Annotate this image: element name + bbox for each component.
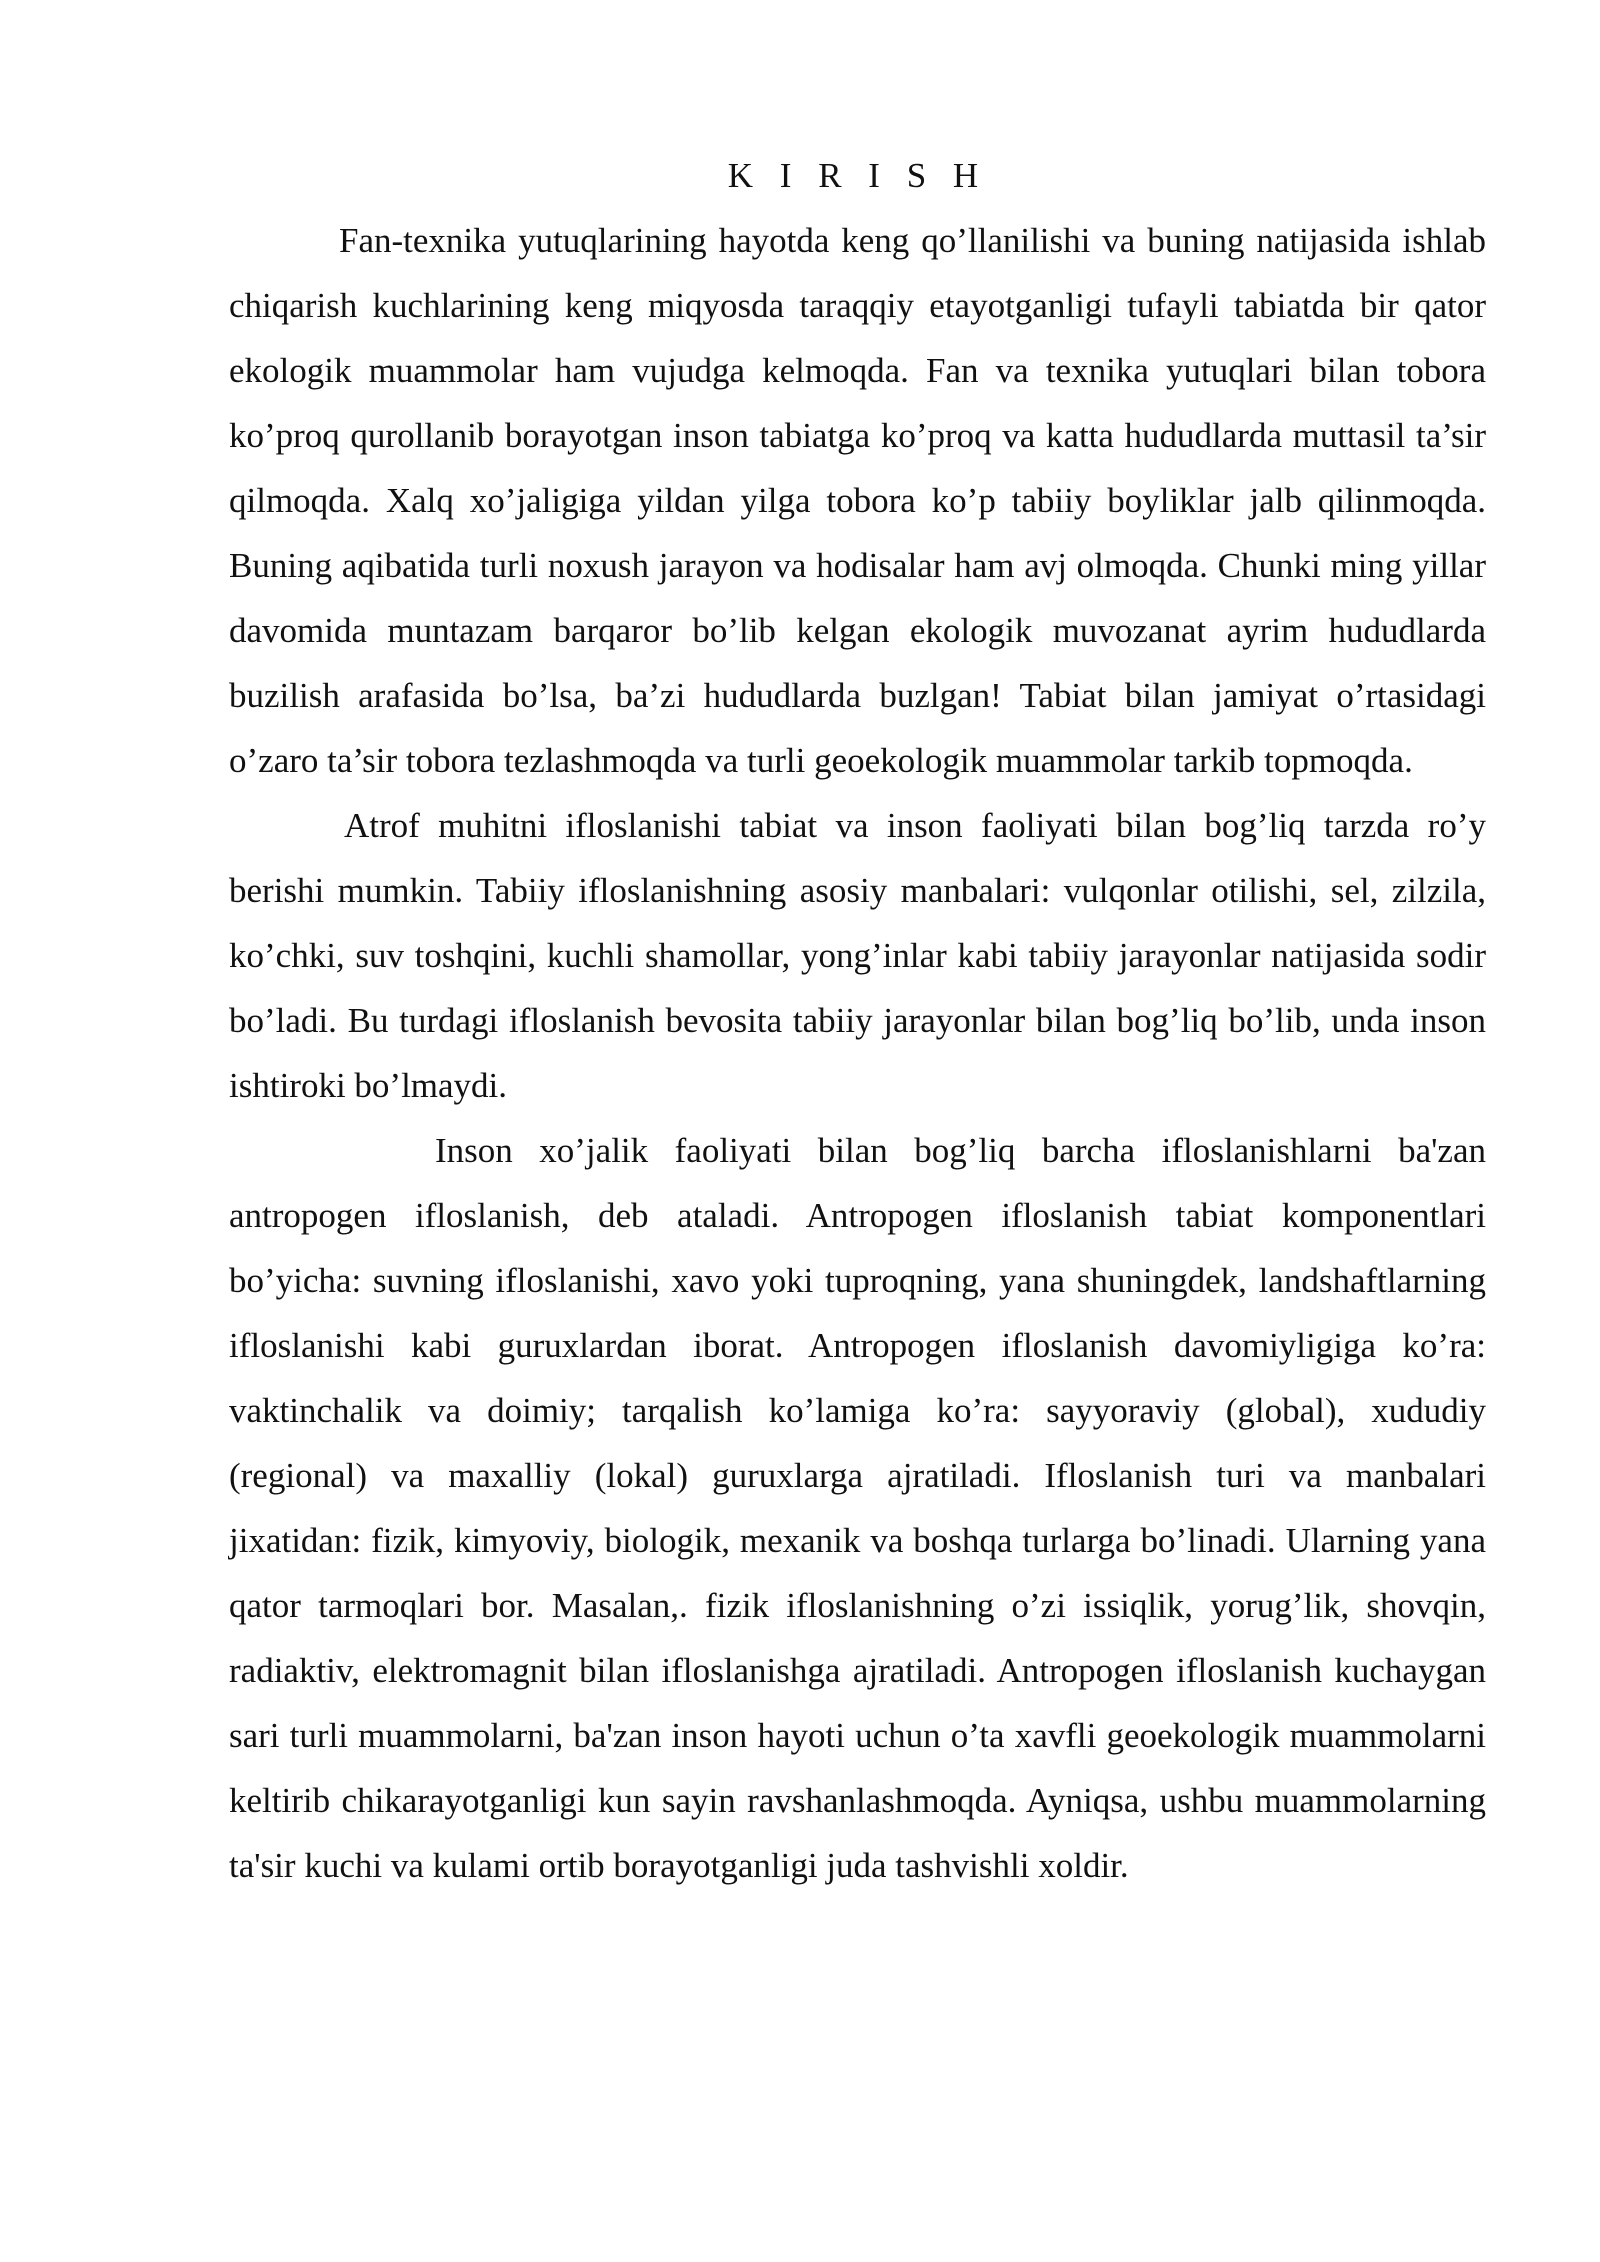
paragraph-anthropogenic-pollution: Inson xo’jalik faoliyati bilan bog’liq barcha ifloslanishlarni ba'zan antropogen ifloslanish, deb ataladi. Antropogen ifloslanish tabiat komponentlari bo’yicha: suvning ifloslanishi, xavo yoki tuproqning, yana shuningdek, landshaftlarning ifloslanishi kabi guruxlardan iborat. Antropogen ifloslanish davomiyligiga ko’ra: vaktinchalik va doimiy; tarqalish ko’lamiga ko’ra: sayyoraviy (global), xududiy (regional) va maxalliy (lokal) guruxlarga ajratiladi. Ifloslanish turi va manbalari jixatidan: fizik, kimyoviy, biologik, mexanik va boshqa turlarga bo’linadi. Ularning yana qator tarmoqlari bor. Masalan,. fizik ifloslanishning o’zi issiqlik, yorug’lik, shovqin, radiaktiv, elektromagnit bilan ifloslanishga ajratiladi. Antropogen ifloslanish kuchaygan sari turli muammolarni, ba'zan inson hayoti uchun o’ta xavfli geoekologik muammolarni keltirib chikarayotganligi kun sayin ravshanlashmoqda. Ayniqsa, ushbu muammolarning ta'sir kuchi va kulami ortib borayotganligi juda tashvishli xoldir. — [229, 1131, 1486, 1885]
paragraph-intro: Fan-texnika yutuqlarining hayotda keng qo’llanilishi va buning natijasida ishlab chiqarish kuchlarining keng miqyosda taraqqiy etayotganligi tufayli tabiatda bir qator ekologik muammolar ham vujudga kelmoqda. Fan va texnika yutuqlari bilan tobora ko’proq qurollanib borayotgan inson tabiatga ko’proq va katta hududlarda muttasil ta’sir qilmoqda. Xalq xo’jaligiga yildan yilga tobora ko’p tabiiy boyliklar jalb qilinmoqda. Buning aqibatida turli noxush jarayon va hodisalar ham avj olmoqda. Chunki ming yillar davomida muntazam barqaror bo’lib kelgan ekologik muvozanat ayrim hududlarda buzilish arafasida bo’lsa, ba’zi hududlarda buzlgan! Tabiat bilan jamiyat o’rtasidagi o’zaro ta’sir tobora tezlashmoqda va turli geoekologik muammolar tarkib topmoqda. — [229, 221, 1486, 780]
paragraph-natural-pollution: Atrof muhitni ifloslanishi tabiat va inson faoliyati bilan bog’liq tarzda ro’y berishi mumkin. Tabiiy ifloslanishning asosiy manbalari: vulqonlar otilishi, sel, zilzila, ko’chki, suv toshqini, kuchli shamollar, yong’inlar kabi tabiiy jarayonlar natijasida sodir bo’ladi. Bu turdagi ifloslanish bevosita tabiiy jarayonlar bilan bog’liq bo’lib, unda inson ishtiroki bo’lmaydi. — [229, 806, 1486, 1105]
document-body — [229, 150, 1486, 1898]
document-title: K I R I S H — [727, 156, 988, 195]
